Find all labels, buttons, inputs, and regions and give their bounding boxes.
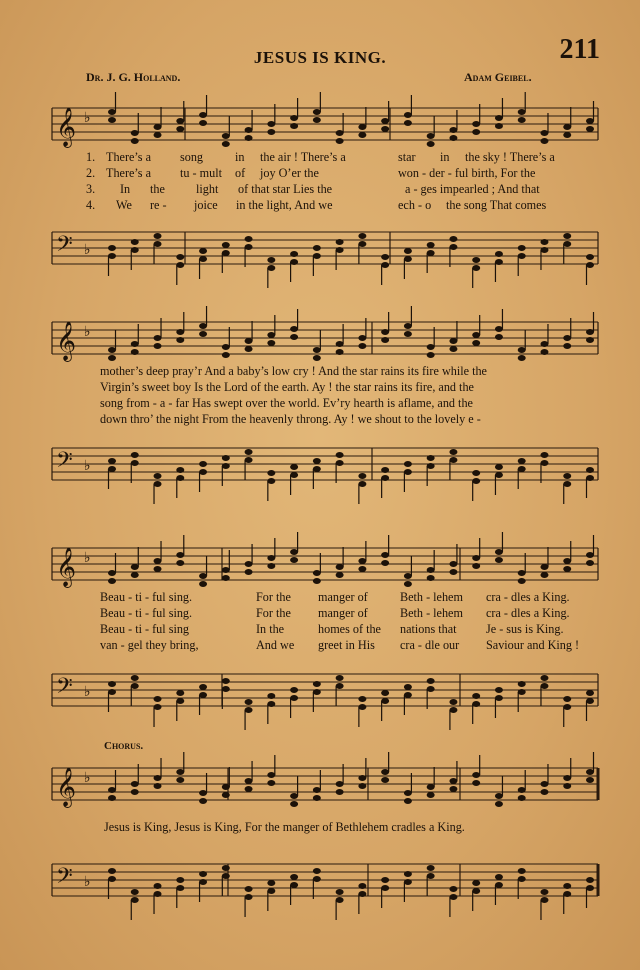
lyric-syllable: nations that	[400, 622, 457, 636]
svg-text:𝄢: 𝄢	[56, 448, 73, 478]
bass-staff	[0, 438, 640, 498]
hymn-title: JESUS IS KING.	[253, 48, 387, 67]
bass-staff	[0, 854, 640, 914]
svg-text:♭: ♭	[84, 110, 91, 126]
author-credit: Dr. J. G. Holland.	[86, 70, 181, 84]
lyric-syllable: in	[440, 150, 450, 164]
lyric-syllable: Beth - lehem	[400, 606, 463, 620]
svg-text:𝄞: 𝄞	[56, 547, 77, 587]
lyric-syllable: manger of	[318, 606, 368, 620]
treble-staff	[0, 312, 640, 372]
verse-number: 1.	[86, 150, 96, 164]
svg-text:𝄞: 𝄞	[56, 321, 77, 361]
svg-text:𝄞: 𝄞	[56, 107, 77, 147]
lyric-syllable: in the light, And we	[236, 198, 333, 212]
lyric-syllable: Beth - lehem	[400, 590, 463, 604]
lyric-syllable: of	[235, 166, 246, 180]
lyric-syllable: Beau - ti - ful sing.	[100, 590, 193, 604]
lyric-syllable: And we	[256, 638, 295, 652]
lyric-syllable: the	[150, 182, 165, 196]
lyric-syllable: the air ! There’s a	[260, 150, 346, 164]
lyric-syllable: of that star Lies the	[238, 182, 333, 196]
lyric-syllable: van - gel they bring,	[100, 638, 199, 652]
svg-text:♭: ♭	[84, 874, 91, 890]
lyric-syllable: There’s a	[106, 150, 152, 164]
svg-text:♭: ♭	[84, 770, 91, 786]
bass-staff	[0, 664, 640, 724]
lyric-syllable: cra - dles a King.	[486, 606, 570, 620]
chorus-label: Chorus.	[104, 740, 144, 752]
lyric-syllable: For the	[256, 606, 291, 620]
lyric-line: mother’s deep pray’r And a baby’s low cry ! And the star rains its fire while the	[100, 364, 487, 378]
bass-staff	[0, 222, 640, 282]
lyric-syllable: the song That comes	[446, 198, 547, 212]
lyric-syllable: In	[120, 182, 131, 196]
treble-staff	[0, 758, 640, 818]
lyric-syllable: ech - o	[398, 198, 432, 212]
lyric-syllable: a - ges impearled ; And that	[405, 182, 540, 196]
treble-staff	[0, 538, 640, 598]
lyric-syllable: There’s a	[106, 166, 152, 180]
treble-staff	[0, 98, 640, 158]
lyric-syllable: Saviour and King !	[486, 638, 580, 652]
svg-text:♭: ♭	[84, 550, 91, 566]
lyric-syllable: tu - mult	[180, 166, 222, 180]
lyric-line: song from - a - far Has swept over the world. Ev’ry hearth is aflame, and the	[100, 396, 473, 410]
lyric-syllable: won - der - ful birth, For the	[398, 166, 536, 180]
svg-text:𝄢: 𝄢	[56, 232, 73, 262]
lyric-line: Virgin’s sweet boy Is the Lord of the earth. Ay ! the star rains its fire, and the	[100, 380, 474, 394]
lyric-syllable: star	[398, 150, 416, 164]
svg-text:𝄞: 𝄞	[56, 767, 77, 807]
lyric-syllable: in	[235, 150, 245, 164]
lyric-syllable: Beau - ti - ful sing.	[100, 606, 193, 620]
verse-number: 3.	[86, 182, 96, 196]
lyric-syllable: cra - dle our	[400, 638, 460, 652]
lyric-syllable: Beau - ti - ful sing	[100, 622, 190, 636]
page-number: 211	[559, 34, 600, 65]
svg-text:♭: ♭	[84, 458, 91, 474]
lyric-syllable: cra - dles a King.	[486, 590, 570, 604]
lyric-syllable: We	[116, 198, 132, 212]
svg-text:♭: ♭	[84, 242, 91, 258]
lyric-syllable: greet in His	[318, 638, 375, 652]
lyric-syllable: light	[196, 182, 219, 196]
svg-text:♭: ♭	[84, 324, 91, 340]
lyric-syllable: homes of the	[318, 622, 381, 636]
lyric-syllable: song	[180, 150, 204, 164]
lyric-syllable: the sky ! There’s a	[465, 150, 555, 164]
lyric-syllable: re -	[150, 198, 167, 212]
svg-text:𝄢: 𝄢	[56, 864, 73, 894]
lyric-syllable: For the	[256, 590, 291, 604]
verse-number: 2.	[86, 166, 96, 180]
svg-text:♭: ♭	[84, 684, 91, 700]
svg-text:𝄢: 𝄢	[56, 674, 73, 704]
chorus-lyric: Jesus is King, Jesus is King, For the manger of Bethlehem cradles a King.	[104, 820, 465, 834]
lyric-syllable: manger of	[318, 590, 368, 604]
lyric-syllable: In the	[256, 622, 285, 636]
lyric-syllable: Je - sus is King.	[486, 622, 564, 636]
lyric-syllable: joy O’er the	[260, 166, 319, 180]
lyric-line: down thro’ the night From the heavenly throng. Ay ! we shout to the lovely e -	[100, 412, 481, 426]
composer-credit: Adam Geibel.	[464, 70, 532, 84]
lyric-syllable: joice	[194, 198, 218, 212]
verse-number: 4.	[86, 198, 96, 212]
